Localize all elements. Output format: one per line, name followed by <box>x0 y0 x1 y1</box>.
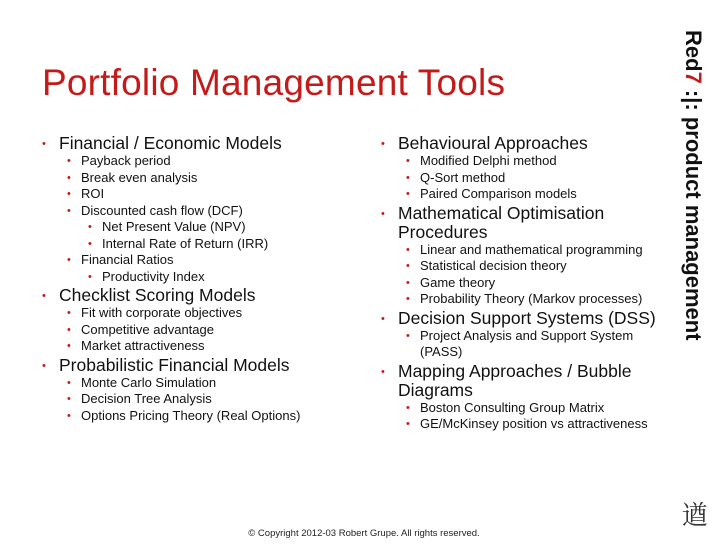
bullet-dot-icon: • <box>88 237 92 250</box>
bullet-item-level-2 <box>377 416 677 433</box>
bullet-dot-icon: • <box>406 329 410 342</box>
bullet-text: Internal Rate of Return (IRR) <box>102 235 269 251</box>
bullet-text: Competitive advantage <box>81 321 214 337</box>
right-bullet-list <box>377 134 677 433</box>
bullet-text: Mapping Approaches / Bubble Diagrams <box>398 360 632 400</box>
bullet-dot-icon: • <box>67 155 71 167</box>
bullet-item-level-2 <box>377 400 677 417</box>
brand-rest: :|: product management <box>681 83 706 341</box>
copyright-footer: © Copyright 2012-03 Robert Grupe. All rights reserved. <box>248 528 480 539</box>
bullet-text: Discounted cash flow (DCF) <box>81 202 243 218</box>
bullet-text: Probability Theory (Markov processes) <box>420 291 643 306</box>
bullet-item-level-2 <box>38 391 378 408</box>
bullet-text: Modified Delphi method <box>420 153 557 168</box>
bullet-text: Monte Carlo Simulation <box>81 374 217 390</box>
bullet-text: Financial / Economic Models <box>59 133 282 153</box>
bullet-item-level-2 <box>38 170 378 187</box>
bullet-dot-icon: • <box>67 171 71 184</box>
bullet-text: ROI <box>81 186 105 201</box>
bullet-dot-icon: • <box>381 138 385 150</box>
bullet-item-level-1 <box>38 356 378 375</box>
bullet-item-level-2 <box>377 275 677 292</box>
bullet-item-level-2 <box>38 338 378 355</box>
bullet-dot-icon: • <box>406 418 410 430</box>
bullet-dot-icon: • <box>381 207 385 220</box>
bullet-dot-icon: • <box>406 155 410 167</box>
slide-title: Portfolio Management Tools <box>42 62 506 103</box>
bullet-text: Options Pricing Theory (Real Options) <box>81 407 301 423</box>
bullet-item-level-2 <box>38 322 378 339</box>
bullet-text: Net Present Value (NPV) <box>102 219 246 234</box>
bullet-item-level-2 <box>377 328 677 361</box>
bullet-dot-icon: • <box>67 254 71 266</box>
bullet-dot-icon: • <box>88 221 92 233</box>
bullet-text: Market attractiveness <box>81 338 205 353</box>
bullet-item-level-1 <box>377 362 677 400</box>
bullet-item-level-2 <box>377 153 677 170</box>
brand-vertical-text <box>680 30 706 341</box>
bullet-text: Paired Comparison models <box>420 186 577 201</box>
bullet-item-level-2 <box>38 375 378 392</box>
bullet-dot-icon: • <box>42 138 46 150</box>
bullet-text: Checklist Scoring Models <box>59 285 256 305</box>
bullet-dot-icon: • <box>67 188 71 200</box>
bullet-dot-icon: • <box>67 204 71 217</box>
bullet-item-level-3 <box>38 269 378 286</box>
bullet-text: Boston Consulting Group Matrix <box>420 399 605 415</box>
bullet-item-level-2 <box>377 242 677 259</box>
bullet-item-level-2 <box>38 186 378 203</box>
bullet-text: Project Analysis and Support System (PASS) <box>420 327 634 359</box>
bullet-text: Probabilistic Financial Models <box>59 354 290 375</box>
left-bullet-list <box>38 134 378 424</box>
calligraphy-logo-icon: 遒 <box>681 499 708 530</box>
bullet-text: Mathematical Optimisation Procedures <box>398 202 605 242</box>
bullet-item-level-1 <box>377 309 677 328</box>
bullet-item-level-2 <box>38 408 378 425</box>
bullet-item-level-1 <box>38 286 378 305</box>
bullet-text: Decision Tree Analysis <box>81 391 212 406</box>
bullet-dot-icon: • <box>42 359 46 372</box>
bullet-dot-icon: • <box>88 270 92 283</box>
bullet-dot-icon: • <box>406 401 410 414</box>
bullet-dot-icon: • <box>67 323 71 336</box>
bullet-dot-icon: • <box>67 307 71 319</box>
bullet-dot-icon: • <box>406 243 410 256</box>
bullet-text: Payback period <box>81 153 171 168</box>
bullet-dot-icon: • <box>67 409 71 422</box>
bullet-item-level-1 <box>377 204 677 242</box>
bullet-item-level-1 <box>377 134 677 153</box>
bullet-text: Financial Ratios <box>81 252 174 267</box>
bullet-dot-icon: • <box>406 188 410 200</box>
bullet-dot-icon: • <box>406 260 410 272</box>
bullet-dot-icon: • <box>406 276 410 289</box>
bullet-item-level-2 <box>38 305 378 322</box>
bullet-dot-icon: • <box>67 340 71 352</box>
bullet-text: GE/McKinsey position vs attractiveness <box>420 416 648 431</box>
brand-red: Red <box>681 30 706 72</box>
bullet-item-level-2 <box>377 170 677 187</box>
bullet-item-level-2 <box>38 252 378 269</box>
bullet-dot-icon: • <box>67 376 71 389</box>
bullet-dot-icon: • <box>67 393 71 405</box>
bullet-dot-icon: • <box>406 171 410 184</box>
bullet-item-level-3 <box>38 219 378 236</box>
bullet-item-level-2 <box>38 203 378 220</box>
bullet-item-level-1 <box>38 134 378 153</box>
bullet-item-level-2 <box>377 291 677 308</box>
bullet-dot-icon: • <box>42 290 46 302</box>
bullet-item-level-2 <box>38 153 378 170</box>
bullet-item-level-3 <box>38 236 378 253</box>
bullet-text: Fit with corporate objectives <box>81 305 243 320</box>
bullet-text: Q-Sort method <box>420 169 506 185</box>
bullet-dot-icon: • <box>381 365 385 378</box>
brand-seven: 7 <box>681 71 706 84</box>
bullet-item-level-2 <box>377 258 677 275</box>
bullet-dot-icon: • <box>381 312 385 325</box>
bullet-text: Decision Support Systems (DSS) <box>398 307 656 328</box>
bullet-item-level-2 <box>377 186 677 203</box>
bullet-text: Game theory <box>420 274 496 290</box>
bullet-text: Break even analysis <box>81 169 198 185</box>
bullet-dot-icon: • <box>406 293 410 305</box>
bullet-text: Linear and mathematical programming <box>420 241 643 257</box>
bullet-text: Behavioural Approaches <box>398 133 588 153</box>
bullet-text: Productivity Index <box>102 268 205 284</box>
bullet-text: Statistical decision theory <box>420 258 567 273</box>
